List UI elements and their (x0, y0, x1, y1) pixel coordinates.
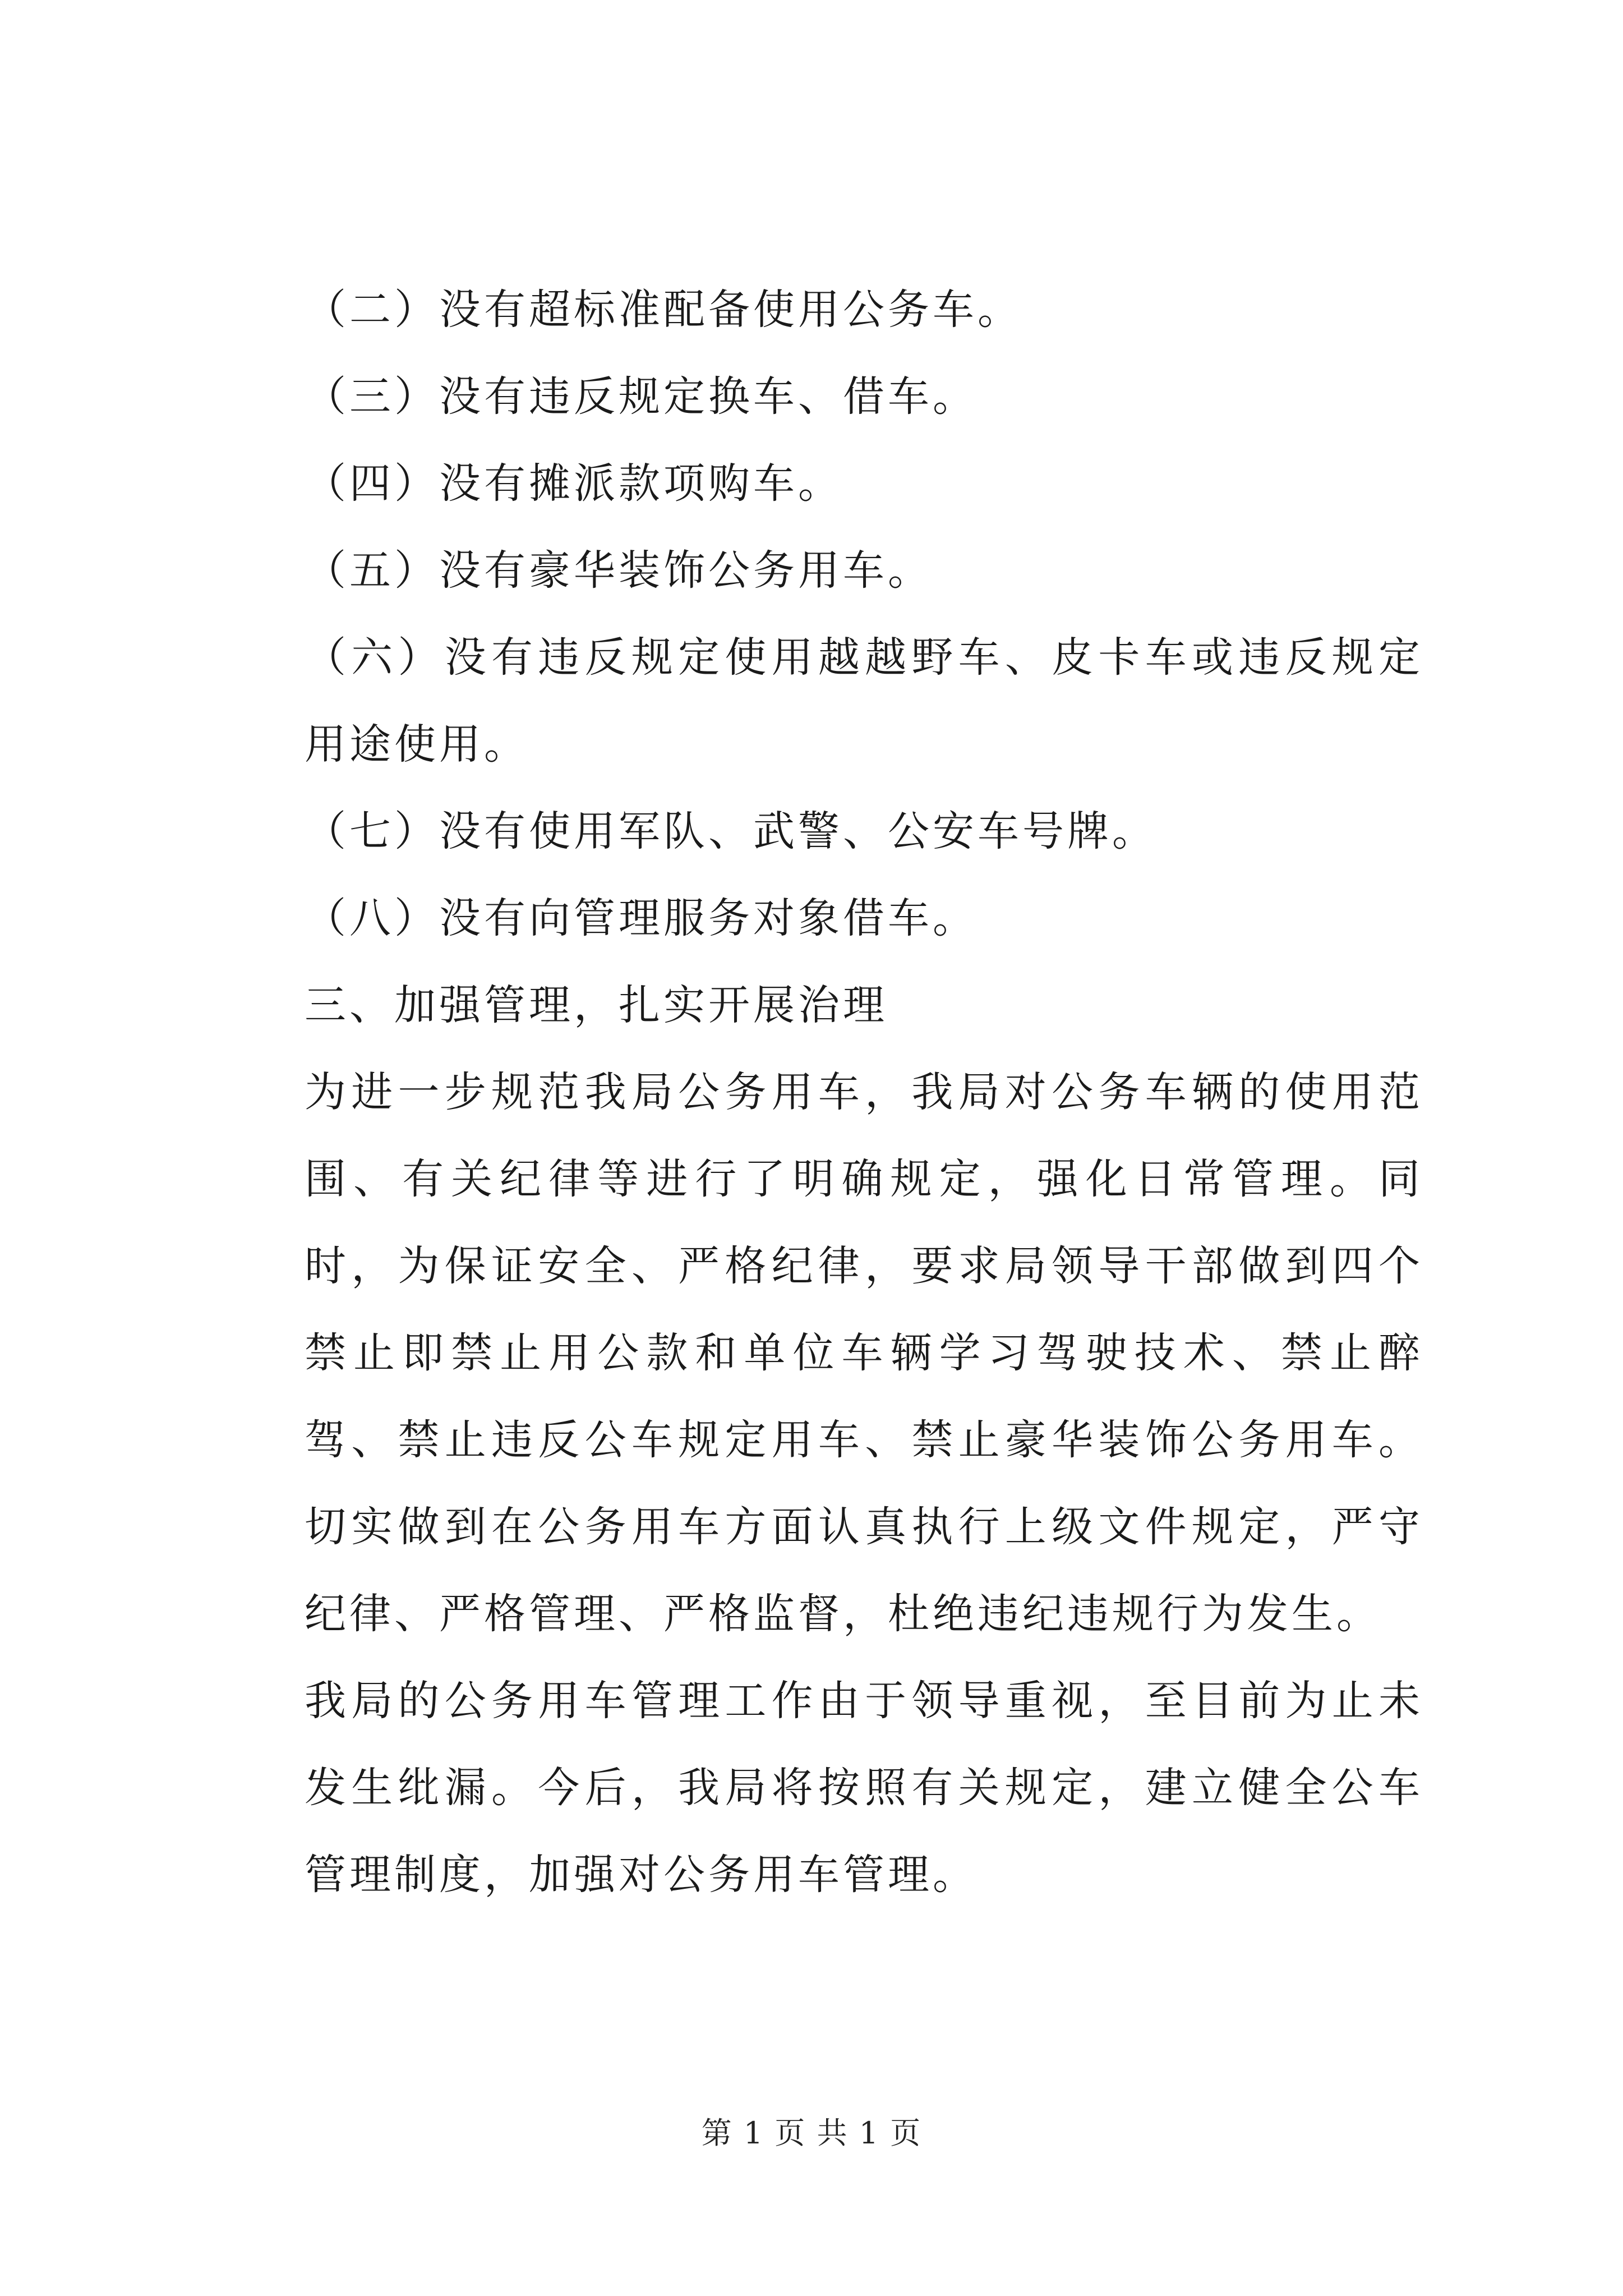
list-item-5: （五）没有豪华装饰公务用车。 (305, 546, 933, 595)
page-footer: 第 1 页 共 1 页 (701, 2115, 922, 2151)
body-paragraph-conclusion: 我局的公务用车管理工作由于领导重视，至目前为止未发生纰漏。今后，我局将按照有关规定，建立健全公车管理制度，加强对公务用车管理。 (305, 1677, 1423, 1899)
list-item-2: （二）没有超标准配备使用公务车。 (305, 286, 1022, 334)
section-heading: 三、加强管理，扎实开展治理 (305, 981, 888, 1029)
body-paragraph-management: 为进一步规范我局公务用车，我局对公务车辆的使用范围、有关纪律等进行了明确规定，强化日常管理。同时，为保证安全、严格纪律，要求局领导干部做到四个禁止即禁止用公款和单位车辆学习驾驶技术、禁止醉驾、禁止违反公车规定用车、禁止豪华装饰公务用车。切实做到在公务用车方面认真执行上级文件规定，严守纪律、严格管理、严格监督，杜绝违纪违规行为发生。 (305, 1068, 1423, 1638)
list-item-4: （四）没有摊派款项购车。 (305, 459, 843, 508)
list-item-3: （三）没有违反规定换车、借车。 (305, 372, 978, 421)
list-item-7: （七）没有使用军队、武警、公安车号牌。 (305, 807, 1157, 855)
list-item-8: （八）没有向管理服务对象借车。 (305, 894, 978, 942)
document-body (218, 266, 1423, 1918)
list-item-6: （六）没有违反规定使用越越野车、皮卡车或违反规定用途使用。 (305, 633, 1423, 769)
